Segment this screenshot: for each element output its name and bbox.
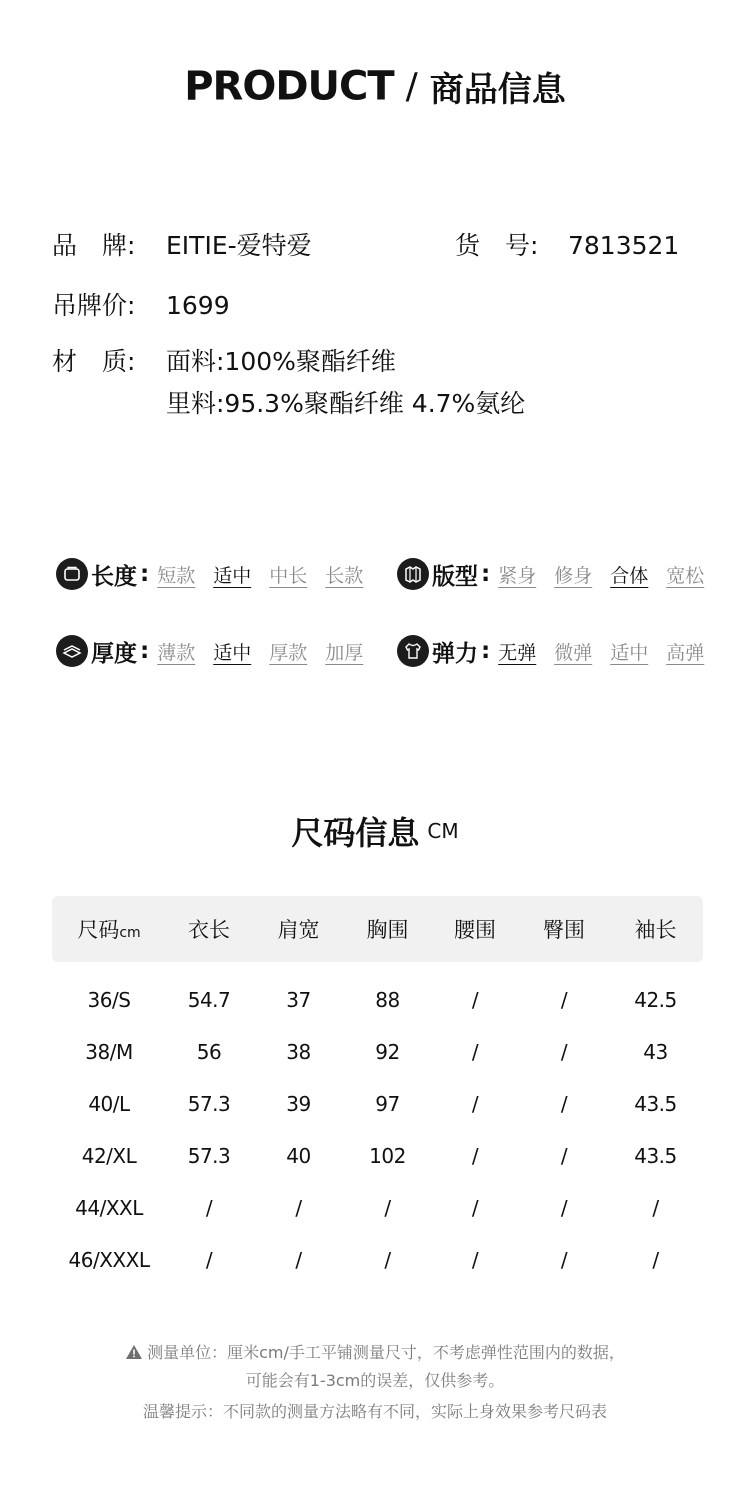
cell-hip: / (560, 1196, 568, 1220)
brand-label: 品 牌: (52, 231, 136, 260)
cell-waist: / (471, 1040, 479, 1064)
header-hip: 臀围 (543, 918, 585, 942)
cell-length: 56 (196, 1040, 222, 1064)
price-label: 吊牌价: (52, 291, 136, 320)
cell-length: 54.7 (187, 988, 231, 1012)
cell-chest: / (384, 1248, 391, 1272)
cell-length: 57.3 (187, 1092, 231, 1116)
cell-waist: / (471, 1092, 479, 1116)
table-row (52, 1026, 703, 1078)
option-thickness-extra-thick: 加厚 (325, 641, 364, 664)
attr-thickness: 厚度 : 薄款 适中 厚款 加厚 (56, 633, 363, 669)
cell-shoulder: 38 (286, 1040, 311, 1064)
cell-sleeve: 42.5 (634, 988, 677, 1012)
size-title-text: 尺码信息 (291, 814, 420, 852)
option-elasticity-high: 高弹 (666, 641, 705, 664)
thickness-icon (56, 635, 88, 667)
header-sleeve: 袖长 (634, 918, 677, 942)
header-shoulder: 肩宽 (277, 918, 320, 942)
attr-length-label: 长度 (91, 563, 137, 590)
cell-chest: / (384, 1196, 391, 1220)
cell-shoulder: / (295, 1248, 302, 1272)
option-fit-slim: 修身 (554, 564, 593, 587)
material-line-2: 里料:95.3%聚酯纤维 4.7%氨纶 (166, 389, 526, 418)
option-fit-regular: 合体 (610, 564, 649, 587)
table-row (52, 1182, 703, 1234)
table-row (52, 1078, 703, 1130)
size-table-body (52, 974, 703, 1286)
fit-icon (397, 558, 429, 590)
cell-sleeve: / (652, 1196, 659, 1220)
cell-waist: / (471, 988, 479, 1012)
attr-length: 长度 : 短款 适中 中长 长款 (56, 556, 363, 592)
cell-hip: / (560, 1040, 568, 1064)
option-thickness-thin: 薄款 (157, 641, 196, 664)
cell-size: 38/M (85, 1040, 133, 1064)
header-chest: 胸围 (366, 918, 409, 942)
cell-hip: / (560, 988, 568, 1012)
cell-chest: 88 (375, 988, 400, 1012)
cell-shoulder: / (295, 1196, 302, 1220)
cell-chest: 102 (369, 1144, 406, 1168)
cell-length: / (205, 1248, 213, 1272)
size-title-unit: CM (427, 819, 459, 843)
option-length-mid-long: 中长 (269, 564, 308, 587)
table-row (52, 1130, 703, 1182)
note-line-3: 温馨提示：不同款的测量方法略有不同，实际上身效果参考尺码表 (142, 1402, 607, 1421)
attr-elasticity: 弹力 : 无弹 微弹 适中 高弹 (397, 633, 704, 669)
header-title-en: PRODUCT (184, 63, 394, 110)
cell-size: 36/S (87, 988, 131, 1012)
size-table-header (52, 896, 703, 962)
header-size: 尺码cm (77, 918, 141, 942)
cell-shoulder: 40 (286, 1144, 311, 1168)
header-separator: / (405, 66, 418, 107)
option-thickness-medium: 适中 (213, 641, 252, 664)
cell-sleeve: 43 (643, 1040, 668, 1064)
cell-hip: / (560, 1144, 568, 1168)
sku-label: 货 号: (455, 231, 539, 260)
header-waist: 腰围 (454, 918, 496, 942)
cell-shoulder: 37 (286, 988, 311, 1012)
option-length-long: 长款 (325, 564, 364, 587)
cell-hip: / (560, 1092, 568, 1116)
elasticity-icon (397, 635, 429, 667)
page-header (0, 62, 750, 111)
option-length-medium: 适中 (213, 564, 252, 587)
cell-sleeve: / (652, 1248, 659, 1272)
header-length: 衣长 (188, 918, 230, 942)
cell-waist: / (471, 1196, 479, 1220)
cell-waist: / (471, 1144, 479, 1168)
price-value: 1699 (166, 291, 230, 320)
cell-size: 44/XXL (75, 1196, 143, 1220)
option-elasticity-none: 无弹 (498, 641, 537, 664)
attr-thickness-label: 厚度 (91, 640, 137, 667)
attr-elasticity-label: 弹力 (432, 640, 478, 667)
warning-icon (125, 1344, 143, 1360)
option-length-short: 短款 (157, 564, 196, 587)
table-row (52, 1234, 703, 1286)
table-row (52, 974, 703, 1026)
option-elasticity-slight: 微弹 (554, 641, 593, 664)
cell-length: 57.3 (187, 1144, 231, 1168)
cell-size: 46/XXXL (68, 1248, 150, 1272)
material-line-1: 面料:100%聚酯纤维 (166, 347, 396, 376)
cell-length: / (205, 1196, 213, 1220)
cell-shoulder: 39 (286, 1092, 311, 1116)
brand-value: EITIE-爱特爱 (166, 231, 312, 260)
material-label: 材 质: (52, 347, 136, 376)
note-line-1: 测量单位：厘米cm/手工平铺测量尺寸，不考虑弹性范围内的数据， (0, 1340, 750, 1363)
cell-hip: / (560, 1248, 568, 1272)
note-line-2: 可能会有1-3cm的误差，仅供参考。 (245, 1371, 505, 1390)
option-fit-tight: 紧身 (498, 564, 537, 587)
cell-waist: / (471, 1248, 479, 1272)
cell-chest: 97 (375, 1092, 400, 1116)
option-thickness-thick: 厚款 (269, 641, 308, 664)
size-table (52, 896, 703, 1286)
cell-sleeve: 43.5 (634, 1144, 677, 1168)
option-fit-loose: 宽松 (666, 564, 705, 587)
sku-value: 7813521 (568, 231, 680, 260)
cell-size: 40/L (88, 1092, 130, 1116)
size-section-title (0, 808, 750, 854)
option-elasticity-medium: 适中 (610, 641, 649, 664)
header-title-cn: 商品信息 (429, 70, 566, 110)
attr-fit: 版型 : 紧身 修身 合体 宽松 (397, 556, 704, 592)
cell-sleeve: 43.5 (634, 1092, 677, 1116)
attr-fit-label: 版型 (432, 563, 478, 590)
length-icon (56, 558, 88, 590)
cell-chest: 92 (375, 1040, 400, 1064)
cell-size: 42/XL (81, 1144, 137, 1168)
